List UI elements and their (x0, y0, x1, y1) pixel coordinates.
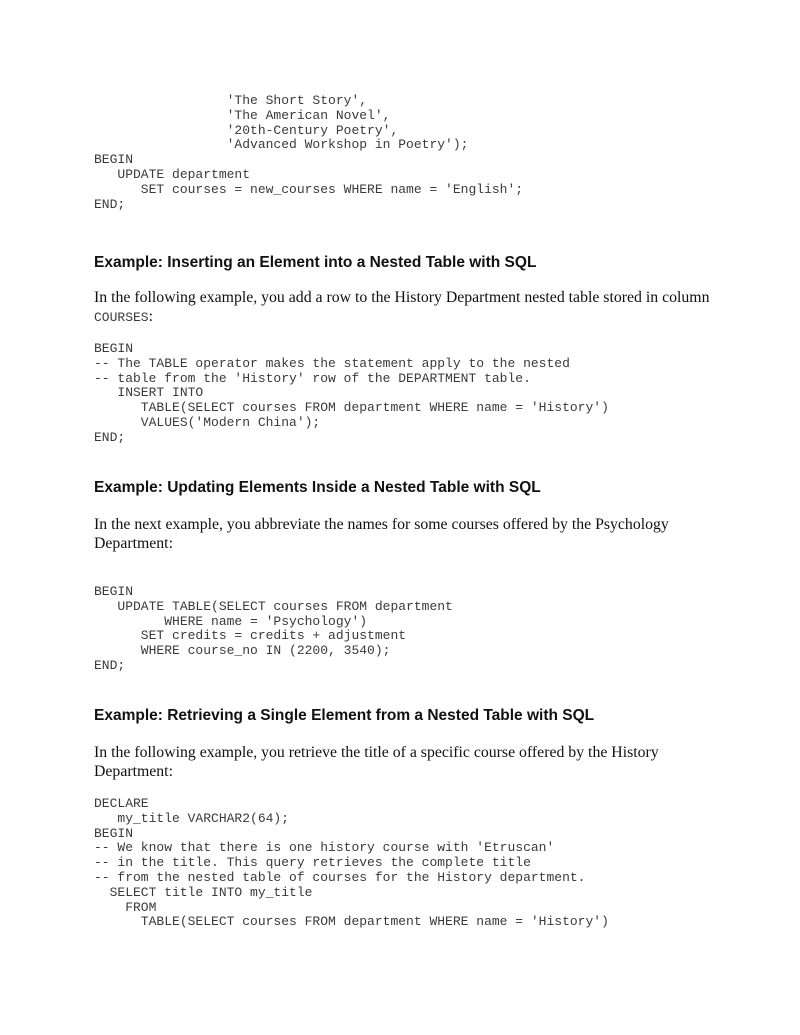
code-line: UPDATE department (94, 166, 251, 182)
code-line: 'The Short Story', (94, 93, 368, 108)
code-line: WHERE name = 'Psychology') (94, 613, 368, 629)
code-line: FROM (94, 899, 157, 915)
code-line: VALUES('Modern China'); (94, 414, 321, 430)
paragraph-retrieving: In the following example, you retrieve the title of a specific course offered by the History Department: (94, 744, 659, 780)
code-block-update-english (94, 94, 523, 212)
code-line: TABLE(SELECT courses FROM department WHERE name = 'History') (94, 400, 609, 416)
code-line: BEGIN (94, 341, 134, 356)
code-line: -- in the title. This query retrieves the complete title (94, 855, 531, 871)
code-line: SELECT title INTO my_title (94, 884, 313, 900)
heading-retrieving-element: Example: Retrieving a Single Element from a Nested Table with SQL (94, 707, 595, 724)
paragraph-updating: In the next example, you abbreviate the names for some courses offered by the Psychology Department: (94, 516, 669, 552)
code-line: UPDATE TABLE(SELECT courses FROM department (94, 598, 453, 614)
heading-inserting-element: Example: Inserting an Element into a Nested Table with SQL (94, 254, 537, 271)
code-line: END; (94, 429, 126, 445)
code-line: SET courses = new_courses WHERE name = 'English'; (94, 181, 524, 197)
code-line: INSERT INTO (94, 385, 204, 401)
code-line: 'The American Novel', (94, 107, 391, 123)
code-line: BEGIN (94, 152, 134, 168)
code-line: 'Advanced Workshop in Poetry'); (94, 137, 469, 153)
code-line: BEGIN (94, 825, 134, 841)
code-line: BEGIN (94, 584, 134, 599)
code-line: SET credits = credits + adjustment (94, 628, 407, 644)
heading-updating-elements: Example: Updating Elements Inside a Nested Table with SQL (94, 479, 541, 496)
code-block-insert (94, 342, 609, 446)
code-line: DECLARE (94, 796, 149, 811)
code-line: -- We know that there is one history course with 'Etruscan' (94, 840, 555, 856)
paragraph-inserting (94, 288, 734, 327)
code-line: -- table from the 'History' row of the DEPARTMENT table. (94, 370, 531, 386)
code-line: -- The TABLE operator makes the statement apply to the nested (94, 355, 570, 371)
code-line: -- from the nested table of courses for the History department. (94, 869, 586, 885)
code-block-retrieve (94, 797, 609, 930)
code-line: END; (94, 657, 126, 673)
code-line: my_title VARCHAR2(64); (94, 810, 290, 826)
code-block-update-psychology (94, 585, 453, 674)
code-line: '20th-Century Poetry', (94, 122, 399, 138)
code-line: WHERE course_no IN (2200, 3540); (94, 643, 391, 659)
paragraph-text: In the following example, you add a row to the History Department nested table stored in column (94, 289, 710, 306)
paragraph-colon: : (148, 308, 153, 325)
code-line: END; (94, 196, 126, 212)
code-line: TABLE(SELECT courses FROM department WHERE name = 'History') (94, 914, 609, 930)
inline-code-courses: COURSES (94, 310, 149, 325)
